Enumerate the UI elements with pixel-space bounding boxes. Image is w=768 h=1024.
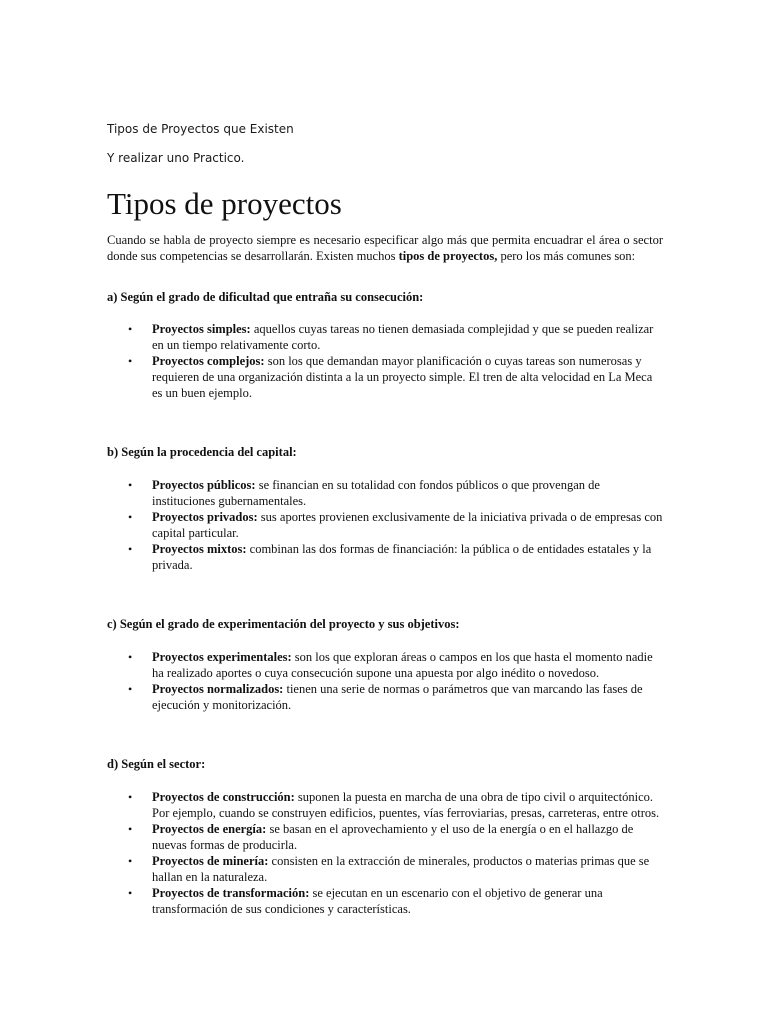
item-term: Proyectos de minería: xyxy=(152,854,269,868)
item-term: Proyectos privados: xyxy=(152,510,258,524)
bullet-icon: • xyxy=(128,854,133,868)
list-item xyxy=(107,509,663,541)
item-term: Proyectos experimentales: xyxy=(152,650,292,664)
list-item xyxy=(107,853,663,885)
item-text: combinan las dos formas de financiación: la pública o de entidades estatales y la privada. xyxy=(152,542,652,572)
bullet-icon: • xyxy=(128,886,133,900)
section-list-d xyxy=(107,789,663,917)
section-list-a xyxy=(107,321,663,401)
section-heading-a: a) Según el grado de dificultad que entraña su consecución: xyxy=(107,290,424,304)
item-text: tienen una serie de normas o parámetros que van marcando las fases de ejecución y monitorización. xyxy=(152,682,643,712)
list-item xyxy=(107,541,663,573)
list-item xyxy=(107,477,663,509)
item-term: Proyectos de construcción: xyxy=(152,790,295,804)
bullet-icon: • xyxy=(128,822,133,836)
bullet-icon: • xyxy=(128,510,133,524)
bullet-icon: • xyxy=(128,478,133,492)
list-item xyxy=(107,321,663,353)
item-text: suponen la puesta en marcha de una obra de tipo civil o arquitectónico. Por ejemplo, cuando se construyen edificios, puentes, vías ferroviarias, presas, carreteras, entre otros. xyxy=(152,790,660,820)
page-title: Tipos de proyectos xyxy=(107,186,342,221)
section-heading-d: d) Según el sector: xyxy=(107,757,206,771)
item-term: Proyectos normalizados: xyxy=(152,682,284,696)
intro-text-after: pero los más comunes son: xyxy=(497,249,636,263)
section-list-b xyxy=(107,477,663,573)
bullet-icon: • xyxy=(128,322,133,336)
item-text: sus aportes provienen exclusivamente de la iniciativa privada o de empresas con capital particular. xyxy=(152,510,663,540)
list-item xyxy=(107,821,663,853)
intro-paragraph xyxy=(107,232,663,264)
item-text: aquellos cuyas tareas no tienen demasiada complejidad y que se pueden realizar en un tiempo relativamente corto. xyxy=(152,322,654,352)
header-line-2: Y realizar uno Practico. xyxy=(107,151,245,165)
item-text: consisten en la extracción de minerales, productos o materias primas que se hallan en la naturaleza. xyxy=(152,854,650,884)
header-line-1: Tipos de Proyectos que Existen xyxy=(107,122,294,136)
item-term: Proyectos complejos: xyxy=(152,354,265,368)
item-text: se financian en su totalidad con fondos públicos o que provengan de instituciones gubernamentales. xyxy=(152,478,600,508)
item-term: Proyectos públicos: xyxy=(152,478,256,492)
bullet-icon: • xyxy=(128,790,133,804)
intro-text-before: Cuando se habla de proyecto siempre es necesario especificar algo más que permita encuadrar el área o sector donde sus competencias se desarrollarán. Existen muchos xyxy=(107,233,663,263)
list-item xyxy=(107,789,663,821)
list-item xyxy=(107,681,663,713)
item-term: Proyectos mixtos: xyxy=(152,542,247,556)
item-text: son los que exploran áreas o campos en los que hasta el momento nadie ha realizado aportes o cuya consecución supone una apuesta por algo inédito o novedoso. xyxy=(152,650,653,680)
list-item xyxy=(107,885,663,917)
item-term: Proyectos de energía: xyxy=(152,822,267,836)
intro-bold-term: tipos de proyectos, xyxy=(398,249,498,263)
item-text: se basan en el aprovechamiento y el uso de la energía o en el hallazgo de nuevas formas de producirla. xyxy=(152,822,634,852)
item-text: son los que demandan mayor planificación o cuyas tareas son numerosas y requieren de una organización distinta a la un proyecto simple. El tren de alta velocidad en La Meca es un buen ejemplo. xyxy=(152,354,653,400)
item-term: Proyectos simples: xyxy=(152,322,251,336)
bullet-icon: • xyxy=(128,542,133,556)
section-heading-b: b) Según la procedencia del capital: xyxy=(107,445,297,459)
item-term: Proyectos de transformación: xyxy=(152,886,310,900)
bullet-icon: • xyxy=(128,354,133,368)
bullet-icon: • xyxy=(128,650,133,664)
list-item xyxy=(107,353,663,401)
bullet-icon: • xyxy=(128,682,133,696)
item-text: se ejecutan en un escenario con el objetivo de generar una transformación de sus condiciones y características. xyxy=(152,886,603,916)
section-heading-c: c) Según el grado de experimentación del proyecto y sus objetivos: xyxy=(107,617,460,631)
section-list-c xyxy=(107,649,663,713)
list-item xyxy=(107,649,663,681)
